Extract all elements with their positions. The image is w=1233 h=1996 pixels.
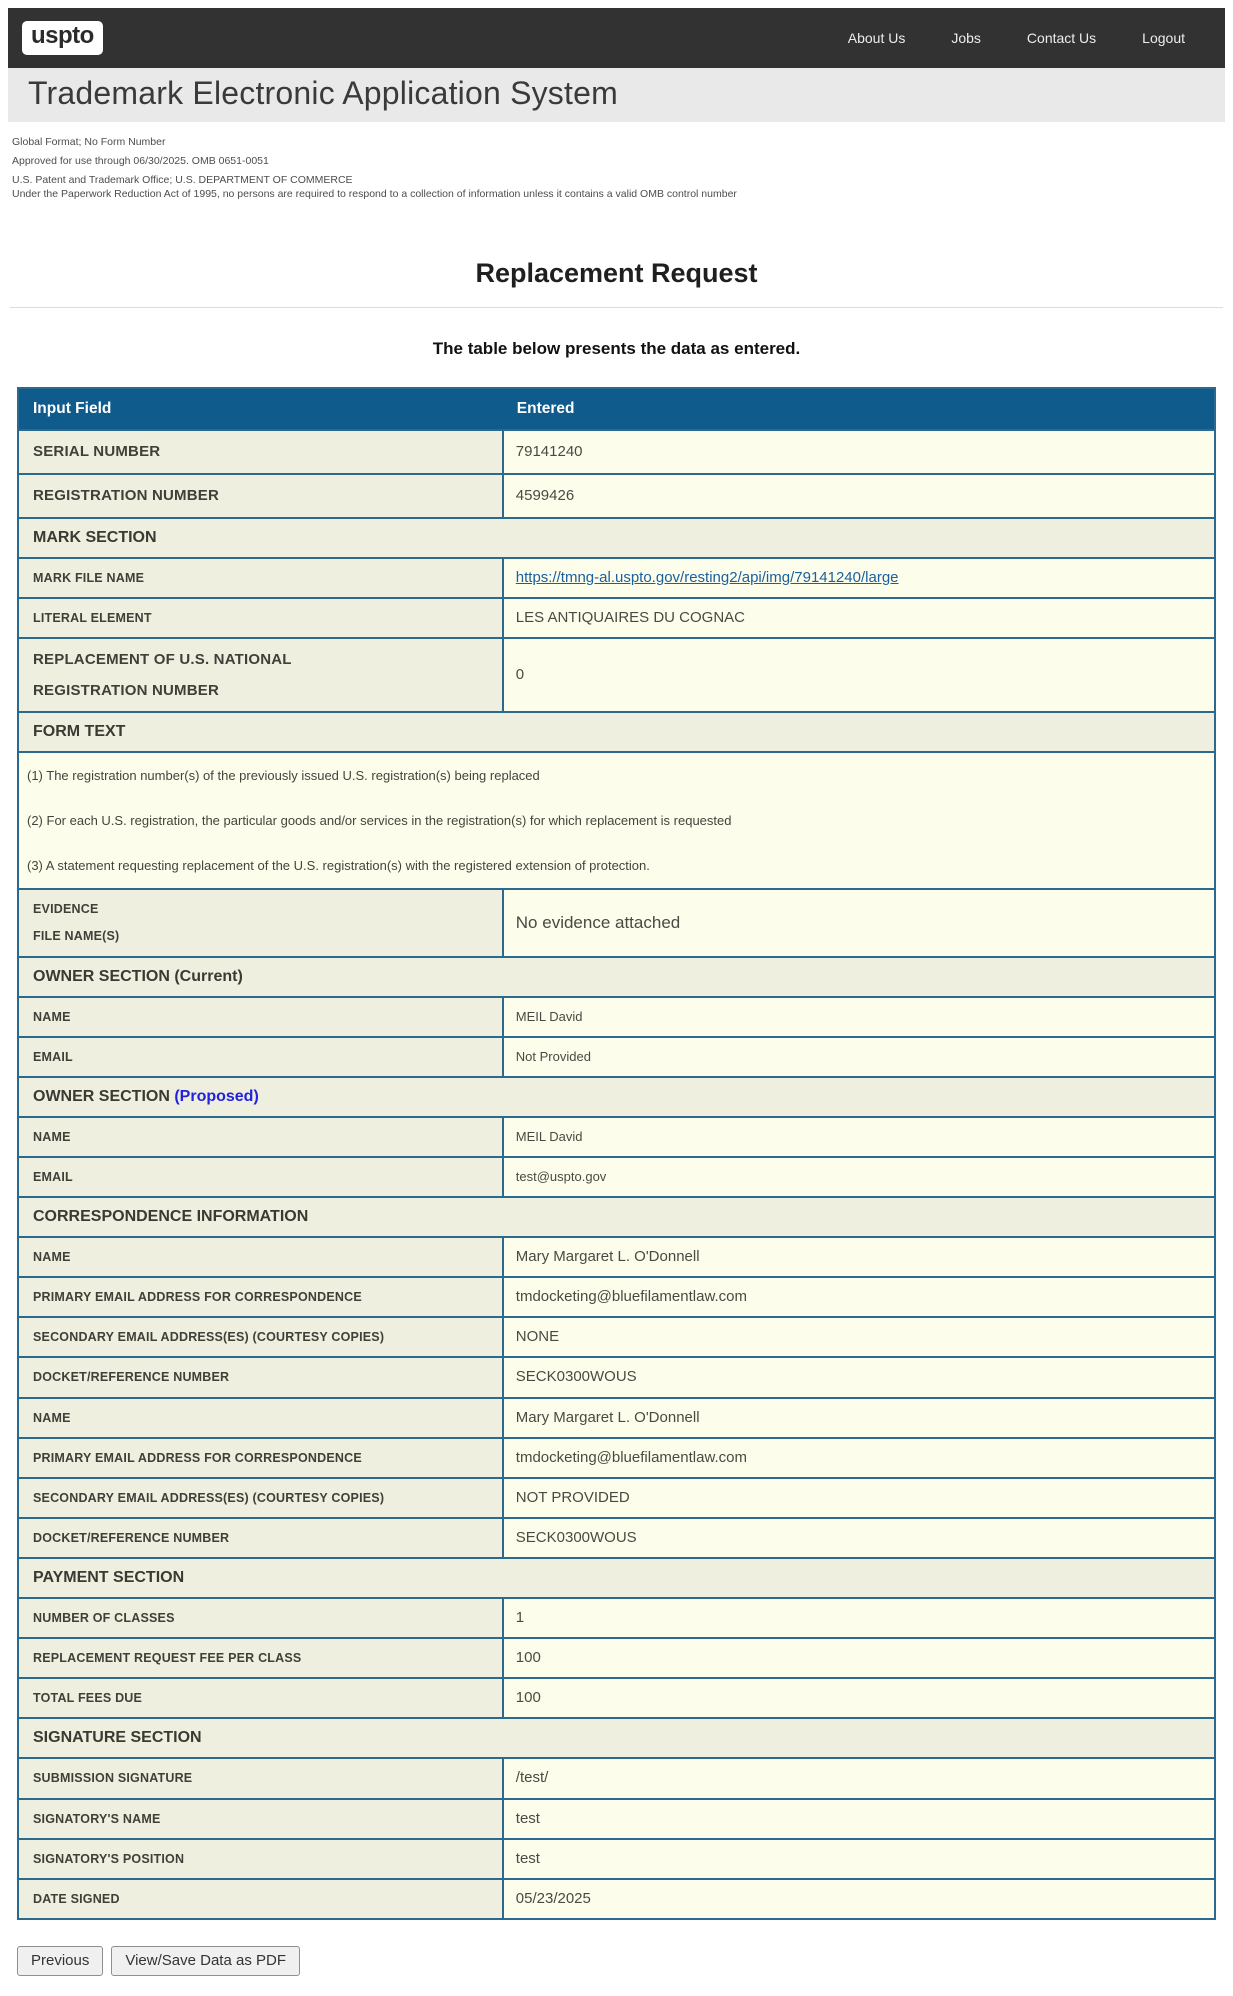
field-value-cell [503, 1478, 1215, 1518]
page-title: Replacement Request [475, 258, 758, 288]
section-header [18, 957, 1215, 997]
section-row [18, 712, 1215, 752]
field-label-cell [18, 1638, 503, 1678]
field-value: 1 [515, 1609, 525, 1627]
section-header-label: MARK SECTION [33, 528, 157, 546]
field-value-cell [503, 1758, 1215, 1798]
section-header [18, 518, 1215, 558]
field-label: SIGNATORY'S POSITION [33, 1851, 185, 1866]
table-row [18, 889, 1215, 956]
meta-paperwork-line: Under the Paperwork Reduction Act of 1995, no persons are required to respond to a collection of information unless it contains a valid OMB control number [12, 188, 737, 200]
field-label: REPLACEMENT REQUEST FEE PER CLASS [33, 1651, 302, 1666]
table-intro-text: The table below presents the data as entered. [432, 339, 801, 358]
field-value: test [515, 1809, 540, 1827]
uspto-logo[interactable]: uspto [22, 21, 103, 55]
form-actions [17, 1946, 1216, 1976]
field-label: NAME [33, 1250, 71, 1264]
section-header [18, 712, 1215, 752]
table-row [18, 1879, 1215, 1919]
field-value: MEIL David [515, 1128, 583, 1144]
section-header-suffix: (Proposed) [169, 1087, 259, 1105]
field-value: 79141240 [515, 442, 583, 460]
field-value-cell [503, 598, 1215, 638]
table-row [18, 558, 1215, 598]
nav-jobs[interactable]: Jobs [951, 30, 981, 46]
section-header [18, 1077, 1215, 1117]
field-label-cell [18, 1037, 503, 1077]
field-value-cell [503, 1157, 1215, 1197]
field-value: Not Provided [515, 1048, 591, 1064]
field-value: /test/ [515, 1769, 549, 1787]
entered-data-table [17, 387, 1216, 1920]
meta-approval-line: Approved for use through 06/30/2025. OMB 0651-0051 [12, 155, 269, 167]
field-value-cell [503, 1879, 1215, 1919]
field-value-cell [503, 1518, 1215, 1558]
field-label-cell [18, 1758, 503, 1798]
field-label: EMAIL [33, 1049, 73, 1064]
section-row [18, 1558, 1215, 1598]
table-row [18, 1758, 1215, 1798]
field-value-cell [503, 889, 1215, 956]
section-row [18, 518, 1215, 558]
field-value: LES ANTIQUAIRES DU COGNAC [515, 608, 745, 626]
field-label: SECONDARY EMAIL ADDRESS(ES) (COURTESY COPIES) [33, 1490, 385, 1505]
field-value: NOT PROVIDED [515, 1488, 630, 1506]
field-value: Mary Margaret L. O'Donnell [515, 1248, 700, 1266]
field-label-cell [18, 558, 503, 598]
table-row [18, 1117, 1215, 1157]
field-value: 0 [515, 666, 525, 683]
form-text-cell [18, 752, 1215, 889]
field-value-cell [503, 1598, 1215, 1638]
field-label-cell [18, 1157, 503, 1197]
field-label: REPLACEMENT OF U.S. NATIONAL [33, 650, 292, 668]
field-label-cell [18, 430, 503, 474]
table-row [18, 1277, 1215, 1317]
section-row [18, 1197, 1215, 1237]
section-row [18, 957, 1215, 997]
field-label: LITERAL ELEMENT [33, 610, 152, 625]
field-value-cell [503, 1237, 1215, 1277]
form-text-line: (2) For each U.S. registration, the particular goods and/or services in the registration(s) for which replacement is requested [27, 813, 732, 829]
field-label-cell [18, 1518, 503, 1558]
nav-about-us[interactable]: About Us [847, 30, 906, 46]
section-row [18, 1718, 1215, 1758]
field-value: SECK0300WOUS [515, 1368, 637, 1386]
field-value-cell [503, 1117, 1215, 1157]
table-row [18, 1037, 1215, 1077]
field-value-cell [503, 997, 1215, 1037]
entered-data-table-body [18, 430, 1215, 1919]
field-value-cell [503, 430, 1215, 474]
field-label-cell [18, 1117, 503, 1157]
field-label-line2: FILE NAME(S) [33, 929, 120, 944]
field-value: 100 [515, 1649, 541, 1667]
field-value: No evidence attached [515, 912, 681, 932]
field-label: DOCKET/REFERENCE NUMBER [33, 1370, 230, 1385]
entered-data-section [17, 387, 1216, 1920]
table-row [18, 752, 1215, 889]
field-value-cell [503, 1037, 1215, 1077]
field-label: EMAIL [33, 1169, 73, 1184]
field-label: PRIMARY EMAIL ADDRESS FOR CORRESPONDENCE [33, 1290, 362, 1305]
table-row [18, 1799, 1215, 1839]
field-label: DOCKET/REFERENCE NUMBER [33, 1530, 230, 1545]
field-label-cell [18, 1839, 503, 1879]
table-row [18, 638, 1215, 713]
field-label-cell [18, 1357, 503, 1397]
field-label: DATE SIGNED [33, 1891, 120, 1906]
table-row [18, 997, 1215, 1037]
field-label-cell [18, 1598, 503, 1638]
field-label-cell [18, 1879, 503, 1919]
field-label-cell [18, 997, 503, 1037]
field-value-cell [503, 474, 1215, 518]
field-label: NAME [33, 1410, 71, 1425]
table-row [18, 1839, 1215, 1879]
field-label-cell [18, 1678, 503, 1718]
section-header-label: CORRESPONDENCE INFORMATION [33, 1208, 309, 1225]
top-header-bar [8, 8, 1225, 68]
title-divider [10, 307, 1223, 308]
app-title: Trademark Electronic Application System [28, 75, 618, 111]
table-row [18, 1237, 1215, 1277]
previous-button[interactable]: Previous [17, 1946, 103, 1976]
section-header-label: PAYMENT SECTION [33, 1569, 185, 1586]
field-value-cell [503, 1317, 1215, 1357]
field-value-cell [503, 638, 1215, 713]
field-value-cell [503, 1438, 1215, 1478]
field-label: EVIDENCE [33, 902, 99, 917]
field-label: SUBMISSION SIGNATURE [33, 1771, 193, 1786]
field-label-cell [18, 1317, 503, 1357]
meta-format-line: Global Format; No Form Number [12, 136, 166, 148]
field-label-cell [18, 1799, 503, 1839]
form-text-line: (1) The registration number(s) of the previously issued U.S. registration(s) being replaced [27, 768, 540, 784]
table-row [18, 1598, 1215, 1638]
table-row [18, 1518, 1215, 1558]
section-header-label: SIGNATURE SECTION [33, 1729, 202, 1747]
field-label-cell [18, 1237, 503, 1277]
table-row [18, 474, 1215, 518]
field-label-cell [18, 598, 503, 638]
field-value: test [515, 1849, 540, 1867]
field-value-cell [503, 1398, 1215, 1438]
table-row [18, 1678, 1215, 1718]
field-value: tmdocketing@bluefilamentlaw.com [515, 1448, 747, 1466]
field-label-cell [18, 1398, 503, 1438]
table-row [18, 430, 1215, 474]
app-banner [8, 68, 1225, 122]
table-header-row [18, 388, 1215, 430]
field-label: SERIAL NUMBER [33, 443, 161, 460]
column-header-entered: Entered [503, 388, 1215, 430]
table-row [18, 598, 1215, 638]
field-value: MEIL David [515, 1008, 583, 1024]
nav-contact-us[interactable]: Contact Us [1026, 30, 1097, 46]
field-label: NAME [33, 1129, 71, 1144]
column-header-input-field: Input Field [18, 388, 503, 430]
field-value: 4599426 [515, 486, 575, 504]
field-label-cell [18, 889, 503, 956]
field-value-cell [503, 1799, 1215, 1839]
omb-meta-block [8, 122, 1225, 200]
section-header [18, 1558, 1215, 1598]
field-value-cell [503, 1638, 1215, 1678]
field-value: Mary Margaret L. O'Donnell [515, 1408, 700, 1426]
section-header [18, 1197, 1215, 1237]
nav-logout[interactable]: Logout [1142, 30, 1185, 46]
form-text-line: (3) A statement requesting replacement of the U.S. registration(s) with the registered extension of protection. [27, 858, 650, 874]
section-header-label: OWNER SECTION [33, 1087, 170, 1105]
field-label-cell [18, 638, 503, 713]
table-row [18, 1157, 1215, 1197]
field-value: 100 [515, 1689, 541, 1707]
top-navigation [848, 30, 1185, 46]
field-value: tmdocketing@bluefilamentlaw.com [515, 1288, 747, 1306]
field-label: NAME [33, 1009, 71, 1024]
field-label-cell [18, 1478, 503, 1518]
table-row [18, 1438, 1215, 1478]
field-value-cell [503, 1277, 1215, 1317]
field-label: MARK FILE NAME [33, 570, 145, 585]
field-label: REGISTRATION NUMBER [33, 486, 220, 504]
section-header-label: FORM TEXT [33, 723, 126, 741]
table-row [18, 1478, 1215, 1518]
field-label: TOTAL FEES DUE [33, 1691, 143, 1706]
field-value-cell [503, 558, 1215, 598]
field-value-cell [503, 1678, 1215, 1718]
field-value: test@uspto.gov [515, 1168, 607, 1184]
field-value: 05/23/2025 [515, 1889, 591, 1907]
field-label: NUMBER OF CLASSES [33, 1611, 175, 1625]
section-header-label: OWNER SECTION (Current) [33, 967, 243, 985]
field-label-cell [18, 1277, 503, 1317]
field-label-cell [18, 474, 503, 518]
field-label-line2: REGISTRATION NUMBER [33, 681, 220, 699]
table-row [18, 1638, 1215, 1678]
table-row [18, 1357, 1215, 1397]
field-label: PRIMARY EMAIL ADDRESS FOR CORRESPONDENCE [33, 1450, 362, 1465]
field-label: SIGNATORY'S NAME [33, 1811, 161, 1826]
meta-office-line: U.S. Patent and Trademark Office; U.S. DEPARTMENT OF COMMERCE [12, 174, 353, 186]
field-value-cell [503, 1839, 1215, 1879]
field-label-cell [18, 1438, 503, 1478]
section-header [18, 1718, 1215, 1758]
field-value: SECK0300WOUS [515, 1528, 637, 1546]
section-row [18, 1077, 1215, 1117]
field-value: NONE [515, 1328, 560, 1346]
field-label: SECONDARY EMAIL ADDRESS(ES) (COURTESY COPIES) [33, 1330, 385, 1345]
table-row [18, 1398, 1215, 1438]
table-row [18, 1317, 1215, 1357]
view-save-pdf-button[interactable]: View/Save Data as PDF [111, 1946, 300, 1976]
mark-file-link[interactable]: https://tmng-al.uspto.gov/resting2/api/img/79141240/large [515, 568, 899, 586]
field-value-cell [503, 1357, 1215, 1397]
